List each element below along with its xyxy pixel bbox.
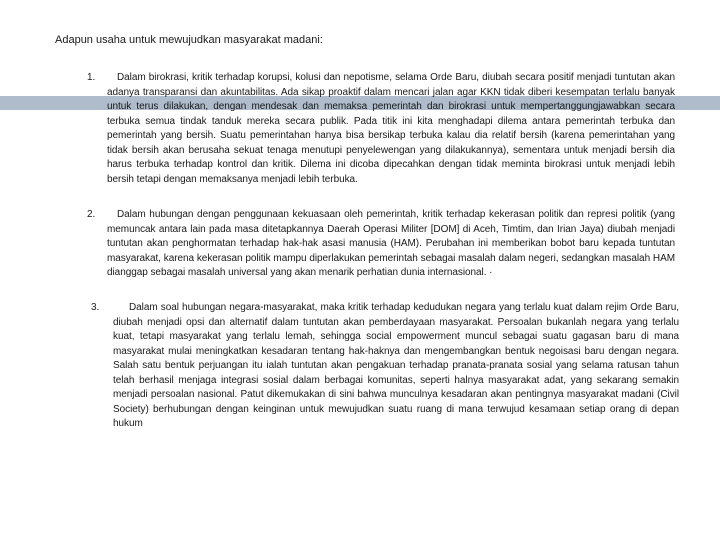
list-item-number: 1. [87, 72, 96, 83]
list-item-text: Dalam birokrasi, kritik terhadap korupsi, kolusi dan nepotisme, selama Orde Baru, diubah secara positif menjadi tuntutan akan adanya transparansi dan akuntabilitas. Ada sikap proaktif dalam mencari jalan agar KKN tidak diberi kesempatan terlalu banyak untuk terus dilakukan, dengan mendesak dan memaksa pemerintah dan birokrasi untuk mempertanggungjawabkan secara terbuka semua tindak tanduk mereka secara publik. Pada titik ini kita menghadapi dilema antara pemerintah terbuka dan pemerintah yang bersih. Suatu pemerintahan hanya bisa bersikap terbuka kalau dia relatif bersih (karena pemerintahan yang tidak bersih akan berusaha sekuat tenaga menutupi penyelewengan yang dilakukannya), sementara untuk menjadi bersih dia harus terbuka terhadap kontrol dan kritik. Dilema ini dicoba dipecahkan dengan tidak meminta birokrasi untuk menjadi lebih bersih tetapi dengan memaksanya menjadi lebih terbuka. [107, 72, 675, 185]
list-item-number: 3. [91, 302, 100, 313]
intro-text: Adapun usaha untuk mewujudkan masyarakat madani: [55, 34, 323, 46]
list-item-text: Dalam hubungan dengan penggunaan kekuasaan oleh pemerintah, kritik terhadap kekerasan politik dan represi politik (yang memuncak antara lain pada masa ditetapkannya Daerah Operasi Militer [DOM] di Aceh, Timtim, dan Irian Jaya) diubah menjadi tuntutan akan penghormatan terhadap hak-hak asasi manusia (HAM). Perubahan ini memberikan bobot baru kepada tuntutan masyarakat, karena kekerasan politik mampu diperlakukan pemerintah sebagai masalah dalam negeri, sedangkan masalah HAM dianggap sebagai masalah universal yang akan menarik perhatian dunia internasional. · [107, 209, 675, 278]
list-item-text: Dalam soal hubungan negara-masyarakat, maka kritik terhadap kedudukan negara yang terlalu kuat dalam rejim Orde Baru, diubah menjadi opsi dan alternatif dalam tuntutan akan pemberdayaan masyarakat. Persoalan bukanlah negara yang terlalu kuat, tetapi masyarakat yang terlalu lemah, sehingga social empowerment muncul sebagai suatu gagasan baru di mana masyarakat mulai meningkatkan kesadaran tentang hak-haknya dan mengembangkan bentuk negoisasi baru dengan negara. Salah satu bentuk perjuangan itu ialah tuntutan akan pengakuan terhadap pranata-pranata sosial yang selama ratusan tahun telah berhasil menjaga integrasi sosial dalam berbagai komunitas, seperti halnya masyarakat adat, yang sekarang semakin menjadi persoalan nasional. Patut dikemukakan di sini bahwa munculnya kesadaran akan pentingnya masyarakat madani (Civil Society) berhubungan dengan keinginan untuk mewujudkan suatu ruang di mana terwujud kesamaan setiap orang di depan hukum [113, 302, 679, 429]
list-item-number: 2. [87, 209, 96, 220]
